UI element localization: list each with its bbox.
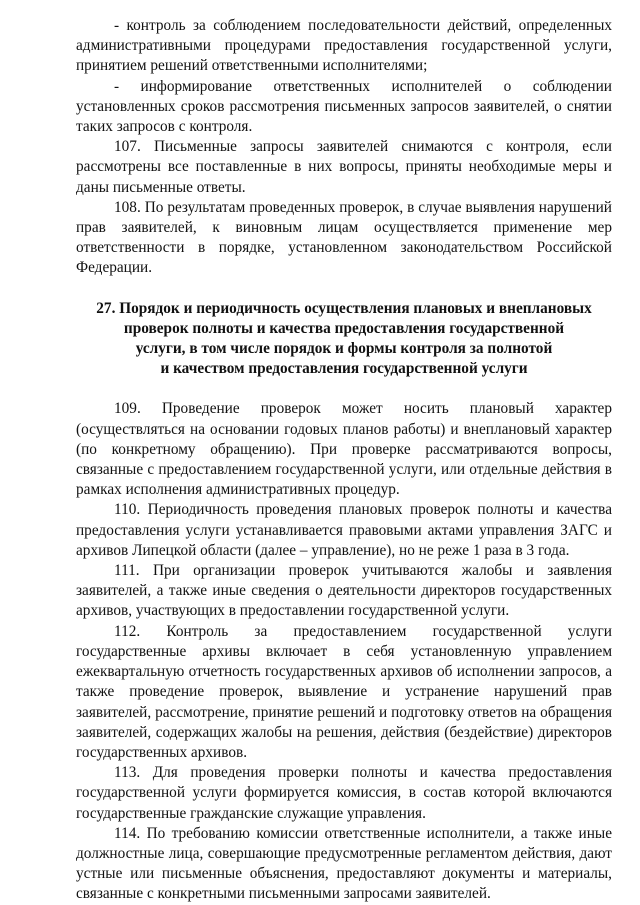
- paragraph-112: 112. Контроль за предоставлением государственной услуги государственные архивы включает в себя установленную управлением ежеквартальную отчетность государственных архивов об исполнении запросов, а также проведение проверок, выявление и устранение нарушений прав заявителей, рассмотрение, принятие решений и подготовку ответов на обращения заявителей, содержащих жалобы на решения, действия (бездействие) директоров государственных архивов.: [76, 622, 612, 761]
- heading-line: и качеством предоставления государственной услуги: [160, 360, 528, 378]
- spacer: [76, 379, 612, 399]
- document-page: [76, 16, 612, 905]
- heading-line: услуги, в том числе порядок и формы контроля за полнотой: [135, 340, 553, 358]
- paragraph-113: 113. Для проведения проверки полноты и качества предоставления государственной услуги формируется комиссия, в состав которой включаются государственные гражданские служащие управления.: [76, 764, 612, 822]
- paragraph-111: 111. При организации проверок учитываются жалобы и заявления заявителей, а также иные сведения о деятельности директоров государственных архивов, участвующих в предоставлении государственной услуги.: [76, 562, 612, 620]
- paragraph-108: 108. По результатам проведенных проверок, в случае выявления нарушений прав заявителей, к виновным лицам осуществляется применение мер ответственности в порядке, установленном законодательством Российской Федерации.: [76, 198, 612, 277]
- paragraph-109: 109. Проведение проверок может носить плановый характер (осуществляться на основании годовых планов работы) и внеплановый характер (по конкретному обращению). При проверке рассматриваются вопросы, связанные с предоставлением государственной услуги, или отдельные действия в рамках исполнения административных процедур.: [76, 400, 612, 499]
- paragraph-control-sequence: - контроль за соблюдением последовательности действий, определенных административными процедурами предоставления государственной услуги, принятием решений ответственными исполнителями;: [76, 17, 612, 75]
- paragraph-110: 110. Периодичность проведения плановых проверок полноты и качества предоставления услуги устанавливается правовыми актами управления ЗАГС и архивов Липецкой области (далее – управление), но не реже 1 раза в 3 года.: [76, 501, 612, 559]
- paragraph-114: 114. По требованию комиссии ответственные исполнители, а также иные должностные лица, совершающие предусмотренные регламентом действия, дают устные или письменные объяснения, предоставляют документы и материалы, связанные с конкретными письменными запросами заявителей.: [76, 824, 612, 903]
- spacer: [76, 279, 612, 299]
- paragraph-107: 107. Письменные запросы заявителей снимаются с контроля, если рассмотрены все поставленные в них вопросы, приняты необходимые меры и даны письменные ответы.: [76, 138, 612, 196]
- paragraph-informing: - информирование ответственных исполнителей о соблюдении установленных сроков рассмотрения письменных запросов заявителей, о снятии таких запросов с контроля.: [76, 77, 612, 136]
- heading-line: 27. Порядок и периодичность осуществления плановых и внеплановых: [96, 299, 592, 317]
- section-heading: [76, 299, 612, 380]
- heading-line: проверок полноты и качества предоставления государственной: [123, 319, 565, 337]
